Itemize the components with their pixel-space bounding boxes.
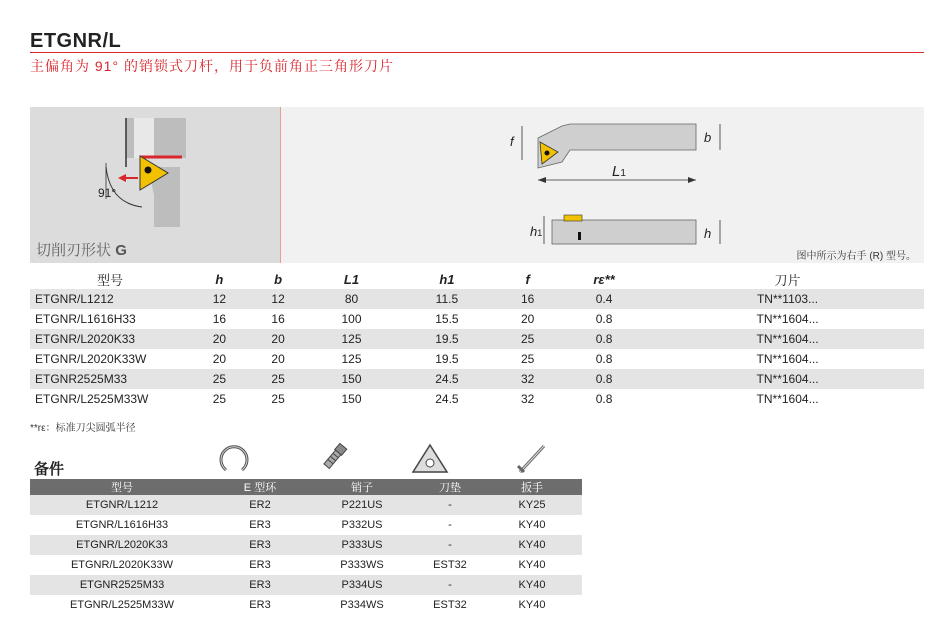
table-row — [30, 329, 924, 349]
cell-b: 20 — [271, 352, 285, 366]
cell-insert: TN**1604... — [651, 369, 924, 389]
table-row — [30, 595, 582, 615]
cell-insert: TN**1604... — [756, 312, 819, 326]
top-view-pin — [545, 151, 550, 156]
cell-b: 12 — [249, 289, 308, 309]
cell-insert: TN**1604... — [756, 392, 819, 406]
col-header-l1: L1 — [343, 272, 360, 287]
cell-h1: 19.5 — [396, 329, 499, 349]
acc-cell-shim: - — [418, 495, 482, 515]
cell-model: ETGNR/L1616H33 — [35, 312, 136, 326]
table-row — [30, 309, 924, 329]
table-row — [30, 495, 582, 515]
cell-h1: 24.5 — [396, 369, 499, 389]
cell-re: 0.8 — [595, 352, 613, 366]
acc-cell-model: ETGNR/L2020K33 — [30, 535, 214, 555]
cell-h: 16 — [212, 312, 227, 326]
cell-l1: 80 — [307, 289, 395, 309]
cell-re: 0.8 — [595, 392, 613, 406]
cell-h: 20 — [190, 329, 249, 349]
table-row — [30, 575, 582, 595]
acc-cell-wrench: KY40 — [518, 599, 546, 611]
figure-divider — [280, 107, 281, 263]
cell-l1: 150 — [307, 369, 395, 389]
cell-insert: TN**1103... — [651, 289, 924, 309]
cell-h: 25 — [190, 369, 249, 389]
cell-re: 0.8 — [557, 329, 651, 349]
cell-l1: 125 — [307, 329, 395, 349]
accessories-title: 备件 — [34, 461, 65, 478]
cell-h1: 19.5 — [435, 352, 459, 366]
acc-cell-shim: EST32 — [433, 599, 467, 611]
page-title: ETGNR/L — [30, 30, 122, 52]
acc-cell-model: ETGNR/L1616H33 — [75, 519, 169, 531]
cell-model: ETGNR/L2020K33 — [30, 329, 190, 349]
angle-label: 91° — [98, 186, 117, 200]
cell-f: 25 — [498, 329, 557, 349]
table-row — [30, 535, 582, 555]
cell-b: 16 — [271, 312, 285, 326]
table-row — [30, 369, 924, 389]
accessories-table — [30, 479, 582, 615]
table-header-row — [30, 270, 924, 289]
col-header-re: rε** — [593, 272, 615, 287]
cell-f: 20 — [520, 312, 535, 326]
cell-h: 20 — [212, 352, 227, 366]
cell-b: 25 — [271, 392, 285, 406]
cell-model: ETGNR2525M33 — [30, 369, 190, 389]
table-row — [30, 349, 924, 369]
dim-l1-arrow-right — [688, 177, 696, 183]
cell-insert: TN**1604... — [756, 352, 819, 366]
acc-cell-shim: - — [418, 575, 482, 595]
acc-cell-pin: P333US — [306, 535, 418, 555]
insert-pin-hole — [145, 167, 152, 174]
dim-h-label: h — [704, 226, 712, 241]
acc-cell-model: ETGNR/L2525M33W — [70, 599, 174, 611]
acc-cell-pin: P333WS — [340, 559, 384, 571]
side-view-pin — [578, 232, 581, 240]
cell-l1: 100 — [341, 312, 362, 326]
holder-side-view — [552, 220, 696, 244]
acc-cell-ering: ER3 — [214, 575, 306, 595]
acc-col-wrench: 扳手 — [482, 479, 582, 495]
dim-l1-sub: 1 — [620, 168, 626, 179]
acc-cell-wrench: KY25 — [482, 495, 582, 515]
acc-col-model: 型号 — [30, 479, 214, 495]
accessories-header-row — [30, 479, 582, 495]
cell-h1: 24.5 — [435, 392, 459, 406]
dim-l1-arrow-left — [538, 177, 546, 183]
acc-col-ering: E 型环 — [214, 479, 306, 495]
dim-l1-main: L — [612, 163, 621, 180]
acc-cell-wrench: KY40 — [482, 575, 582, 595]
acc-cell-shim: EST32 — [433, 559, 467, 571]
cell-h: 25 — [212, 392, 227, 406]
cell-f: 32 — [498, 369, 557, 389]
table-row — [30, 389, 924, 409]
table-row — [30, 289, 924, 309]
acc-cell-ering: ER3 — [214, 535, 306, 555]
acc-cell-pin: P334WS — [340, 599, 384, 611]
acc-col-shim: 刀垫 — [418, 479, 482, 495]
acc-cell-model: ETGNR/L1212 — [30, 495, 214, 515]
cell-f: 16 — [498, 289, 557, 309]
table-row — [30, 515, 582, 535]
acc-cell-shim: - — [418, 535, 482, 555]
acc-cell-wrench: KY40 — [518, 559, 546, 571]
col-header-f: f — [525, 272, 530, 287]
footnote: **rε：标准刀尖圆弧半径 — [30, 423, 136, 434]
cell-f: 32 — [520, 392, 535, 406]
cell-h1: 15.5 — [435, 312, 459, 326]
holder-dimension-table — [30, 270, 924, 409]
wrench-icon — [512, 442, 552, 476]
title-rule — [30, 52, 924, 53]
dim-f-label: f — [510, 134, 514, 149]
acc-cell-ering: ER3 — [249, 599, 271, 611]
cell-re: 0.4 — [557, 289, 651, 309]
acc-cell-model: ETGNR/L2020K33W — [70, 559, 174, 571]
cell-f: 25 — [520, 352, 535, 366]
acc-cell-model: ETGNR2525M33 — [30, 575, 214, 595]
cell-model: ETGNR/L1212 — [30, 289, 190, 309]
cell-model: ETGNR/L2020K33W — [35, 352, 147, 366]
cell-re: 0.8 — [595, 312, 613, 326]
cutting-edge-shape-label — [36, 239, 127, 260]
dim-h1-sub: 1 — [537, 228, 543, 238]
dim-b-label: b — [704, 130, 712, 145]
cell-h: 12 — [190, 289, 249, 309]
cell-h1: 11.5 — [396, 289, 499, 309]
col-header-insert: 刀片 — [774, 273, 801, 288]
cell-l1: 150 — [341, 392, 362, 406]
holder-top-view — [538, 124, 696, 168]
figure-panel — [30, 107, 924, 263]
acc-cell-pin: P332US — [341, 519, 383, 531]
feed-arrow-head — [118, 174, 126, 182]
figure-note: 图中所示为右手 (R) 型号。 — [796, 251, 916, 262]
acc-cell-wrench: KY40 — [482, 535, 582, 555]
acc-cell-ering: ER3 — [249, 559, 271, 571]
dim-h1-main: h — [530, 224, 538, 239]
acc-cell-pin: P334US — [306, 575, 418, 595]
table-row — [30, 555, 582, 575]
shim-icon — [410, 442, 450, 476]
acc-cell-ering: ER3 — [249, 519, 271, 531]
holder-slot — [134, 118, 154, 158]
cell-re: 0.8 — [557, 369, 651, 389]
circlip-icon — [214, 442, 254, 476]
col-header-h1: h1 — [439, 272, 455, 287]
cell-model: ETGNR/L2525M33W — [35, 392, 149, 406]
cell-b: 25 — [249, 369, 308, 389]
cell-insert: TN**1604... — [651, 329, 924, 349]
holder-dimension-drawing — [500, 112, 760, 262]
acc-cell-ering: ER2 — [214, 495, 306, 515]
acc-cell-shim: - — [448, 519, 452, 531]
accessory-icons — [30, 442, 582, 478]
col-header-model: 型号 — [96, 273, 123, 288]
shape-label-text: 切削刃形状 — [36, 242, 112, 259]
cell-l1: 125 — [341, 352, 362, 366]
pin-icon — [312, 442, 352, 476]
col-header-b: b — [274, 272, 283, 287]
page-subtitle: 主偏角为 91° 的销锁式刀杆，用于负前角正三角形刀片 — [30, 58, 394, 74]
acc-cell-wrench: KY40 — [518, 519, 546, 531]
shape-code: G — [115, 242, 127, 259]
side-view-insert — [564, 215, 582, 221]
cell-b: 20 — [249, 329, 308, 349]
dim-l1-label — [612, 163, 626, 180]
col-header-h: h — [215, 272, 224, 287]
cutting-edge-figure — [30, 107, 280, 263]
dim-h1-label — [530, 224, 542, 239]
acc-col-pin: 销子 — [306, 479, 418, 495]
acc-cell-pin: P221US — [306, 495, 418, 515]
